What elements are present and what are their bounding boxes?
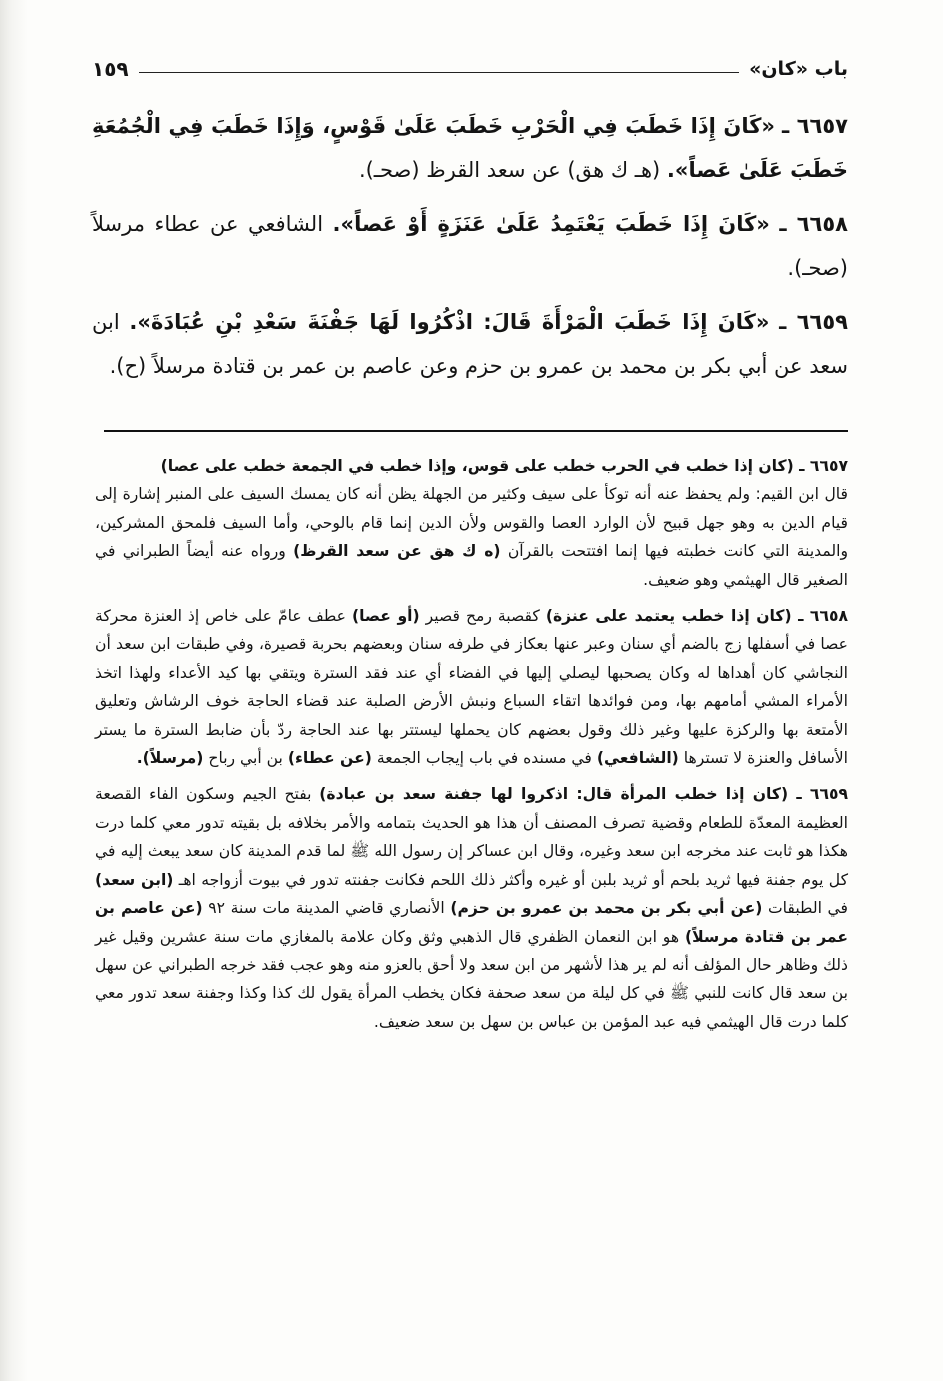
hadith-text: «كَانَ إِذَا خَطَبَ فِي الْحَرْبِ خَطَبَ عَلَىٰ قَوْسٍ، وَإِذَا خَطَبَ فِي الْجُمُعَةِ خَطَبَ عَلَىٰ عَصاً».	[92, 114, 848, 182]
commentary-section	[95, 452, 848, 1044]
commentary-body: بفتح الجيم وسكون الفاء القصعة العظيمة المعدّة للطعام وقضية تصرف المصنف أن هذا هو الحديث بتمامه والأمر بخلافه بل بقيته تدور معي كلما درت هكذا هو ثابت عند مخرجه ابن سعد وغيره، وقال ابن عساكر إن رسول الله ﷺ لما قدم المدينة كان سعد يبعث إليه في كل يوم جفنة فيها ثريد بلحم أو ثريد بلبن أو غيره وأكثر ذلك اللحم فكانت جفنته تدور في بيوت أزواجه اهـ	[95, 785, 849, 889]
hadith-source: ابن سعد عن أبي بكر بن محمد بن عمرو بن حزم وعن عاصم بن عمر بن قتادة مرسلاً (ح).	[92, 310, 848, 378]
page-number: ١٥٩	[92, 57, 129, 81]
hadith-6659	[92, 300, 848, 388]
commentary-text: في مسنده في باب إيجاب الجمعة	[376, 749, 592, 768]
commentary-emphasis: (ابن سعد)	[95, 870, 174, 889]
commentary-text: كقصبة رمح قصير	[425, 607, 540, 626]
commentary-6658	[95, 602, 848, 772]
commentary-body: هو ابن النعمان الظفري قال الذهبي وثق وكان علامة بالمغازي مات سنة عشرين وقيل غير ذلك وظاهر حال المؤلف أنه لم ير هذا لأشهر من ابن سعد ولا أحق بالعزو منه وهو عجب فقد خرجه الطبراني عن سهل بن سعد قال كانت للنبي ﷺ في كل ليلة من سعد صحفة فكان يخطب المرأة يقول لك كذا وكذا وجفنة سعد تدور معي كلما درت قال الهيثمي فيه عبد المؤمن بن عباس بن سهل بن سعد ضعيف.	[95, 927, 848, 1031]
commentary-text: في الطبقات	[768, 899, 848, 918]
hadith-text: «كَانَ إِذَا خَطَبَ يَعْتَمِدُ عَلَىٰ عَنَزَةٍ أَوْ عَصاً».	[332, 212, 770, 236]
commentary-emphasis: (الشافعي)	[596, 749, 679, 768]
running-title: باب «كان»	[749, 58, 848, 80]
commentary-text: بن أبي رباح	[208, 749, 283, 768]
hadith-main-text	[92, 104, 848, 398]
hadith-6658	[92, 202, 848, 290]
commentary-heading: ٦٦٥٧ ـ (كان إذا خطب في الحرب خطب على قوس، وإذا خطب في الجمعة خطب على عصا)	[160, 457, 848, 475]
commentary-emphasis: (عن عطاء)	[287, 749, 372, 768]
hadith-source: (هـ ك هق) عن سعد القرظ (صحـ).	[358, 158, 661, 182]
commentary-emphasis: (أو عصا)	[351, 607, 420, 626]
commentary-6657	[95, 452, 848, 594]
footnote-separator	[104, 430, 848, 432]
hadith-number: ٦٦٥٧ ـ	[781, 114, 848, 138]
commentary-reference: (ه ك هق عن سعد القرظ)	[293, 542, 501, 561]
hadith-source: الشافعي عن عطاء مرسلاً (صحـ).	[92, 212, 848, 280]
commentary-body: قال ابن القيم: ولم يحفظ عنه أنه توكأ على سيف وكثير من الجهلة يظن أنه كان يمسك السيف على المنبر إشارة إلى قيام الدين به وهو جهل قبيح لأن الوارد العصا والقوس ولأن الدين إنما قام بالوحي، وأما السيف فلمحق المشركين، والمدينة التي كانت خطبته فيها إنما افتتحت بالقرآن	[95, 485, 848, 561]
commentary-body: عطف عامّ على خاص إذ العنزة محركة عصا في أسفلها زج بالضم أي سنان وعبر عنها بعكاز في طرفه سنان وبعضهم بحربة قصيرة، وفي طبقات ابن سعد أن النجاشي كان أهداها له وكان يصحبها ليصلي إليها في الفضاء أي عند فقد السترة ويتقي بها كيد الأعداء ولهذا اتخذ الأمراء المشي أمامهم بها، ومن فوائدها اتقاء السباع ونبش الأرض الصلبة عند قضاء الحاجة خوف الرشاش وتعليق الأمتعة بها والركزة عليها وغير ذلك وقول بعضهم كان يحملها ليستتر بها عند الحاجة ردّ بأن ضابط السترة ما يستر الأسافل والعنزة لا تسترها	[95, 607, 848, 768]
commentary-heading: ٦٦٥٩ ـ (كان إذا خطب المرأة قال: اذكروا لها جفنة سعد بن عبادة)	[319, 785, 848, 804]
commentary-heading: ٦٦٥٨ ـ (كان إذا خطب يعتمد على عنزة)	[545, 607, 848, 626]
commentary-emphasis: (مرسلاً).	[136, 749, 204, 768]
page-header	[92, 52, 848, 86]
commentary-text: الأنصاري قاضي المدينة مات سنة ٩٢	[208, 899, 445, 918]
page-gutter-shadow	[0, 0, 28, 1381]
commentary-tail: ورواه عنه أيضاً الطبراني في الصغير قال الهيثمي وهو ضعيف.	[95, 542, 848, 589]
hadith-text: «كَانَ إِذَا خَطَبَ الْمَرْأَةَ قَالَ: اذْكُرُوا لَهَا جَفْنَةَ سَعْدِ بْنِ عُبَادَةَ».	[129, 310, 770, 334]
hadith-number: ٦٦٥٩ ـ	[779, 310, 848, 334]
commentary-emphasis: (عن عاصم بن عمر بن قتادة مرسلاً)	[95, 899, 849, 946]
hadith-number: ٦٦٥٨ ـ	[779, 212, 848, 236]
hadith-6657	[92, 104, 848, 192]
header-rule	[139, 72, 739, 73]
commentary-emphasis: (عن أبي بكر بن محمد بن عمرو بن حزم)	[450, 899, 763, 918]
commentary-6659	[95, 780, 848, 1036]
